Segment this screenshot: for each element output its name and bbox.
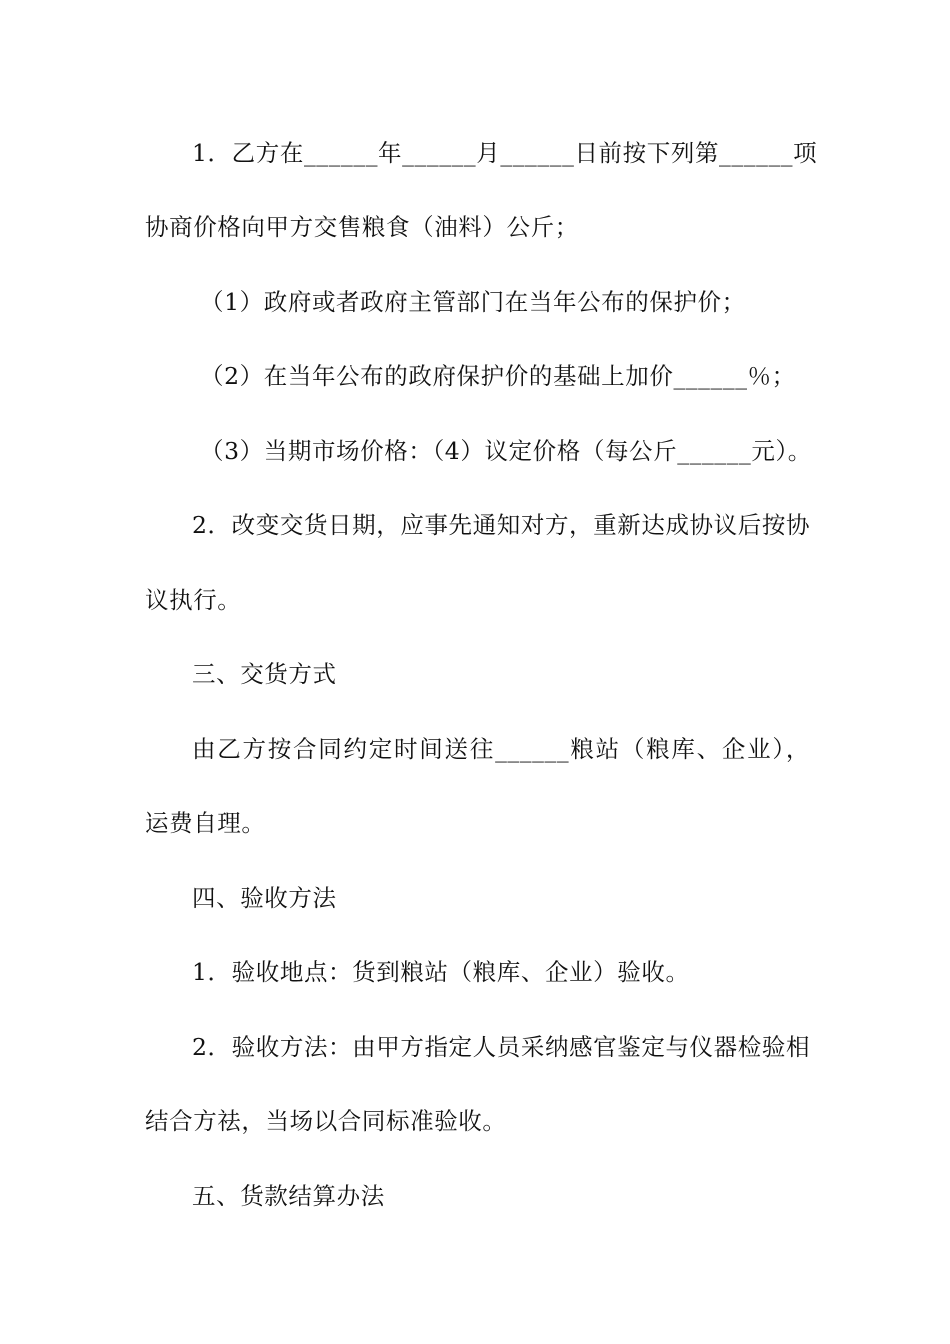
paragraph-line: 由乙方按合同约定时间送往______粮站（粮库、企业），	[192, 735, 810, 763]
list-item: （1）政府或者政府主管部门在当年公布的保护价；	[200, 288, 746, 316]
paragraph-line: 议执行。	[145, 586, 242, 614]
section-heading: 三、交货方式	[192, 660, 337, 688]
paragraph-line: 结合方祛，当场以合同标准验收。	[145, 1107, 507, 1135]
paragraph-line: 运费自理。	[145, 809, 266, 837]
section-heading: 四、验收方法	[192, 884, 337, 912]
list-item: （2）在当年公布的政府保护价的基础上加价______％；	[200, 362, 796, 390]
paragraph-line: 1．乙方在______年______月______日前按下列第______项	[192, 139, 818, 167]
list-item: （3）当期市场价格：（4）议定价格（每公斤______元）。	[200, 437, 812, 465]
paragraph-line: 2．验收方法：由甲方指定人员采纳感官鉴定与仪器检验相	[192, 1033, 811, 1061]
paragraph-line: 2．改变交货日期，应事先通知对方，重新达成协议后按协	[192, 511, 811, 539]
paragraph-line: 1．验收地点：货到粮站（粮库、企业）验收。	[192, 958, 690, 986]
paragraph-line: 协商价格向甲方交售粮食（油料）公斤；	[145, 213, 579, 241]
section-heading: 五、货款结算办法	[192, 1182, 385, 1210]
